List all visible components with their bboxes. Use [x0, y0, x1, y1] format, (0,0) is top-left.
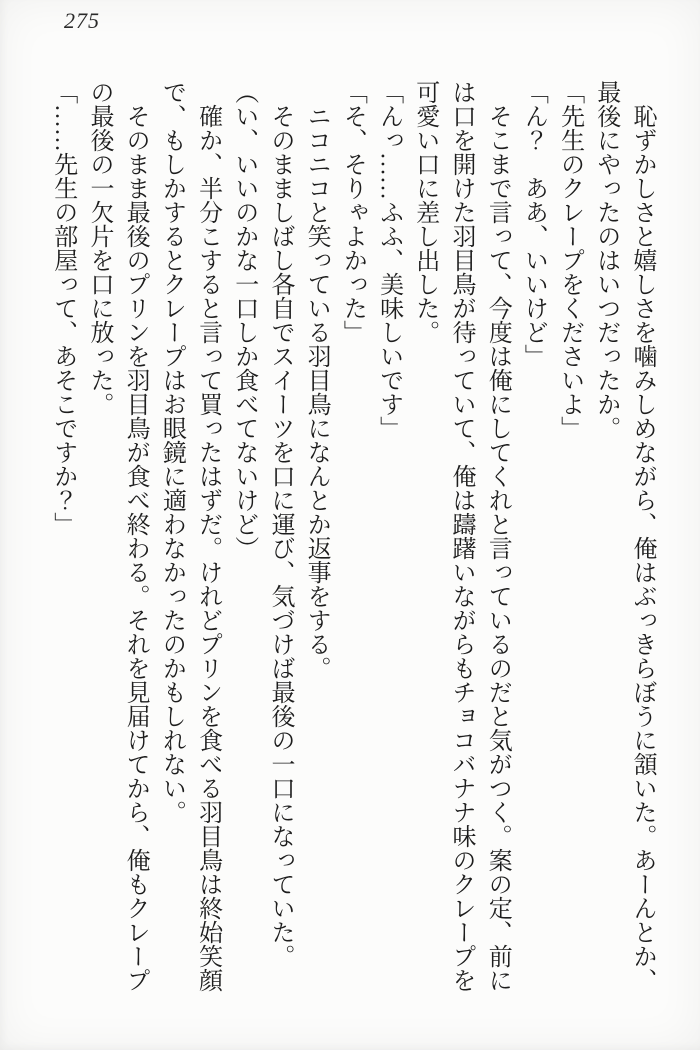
paragraph-4: そこまで言って、今度は俺にしてくれと言っているのだと気がつく。案の定、前には口を開けた羽目鳥が待っていて、俺は躊躇いながらもチョコバナナ味のクレープを可愛い口に差し出した。 [411, 80, 511, 992]
paragraph-5: 「んっ……ふふ、美味しいです」 [375, 80, 402, 440]
paragraph-3: 「ん？ ああ、いいけど」 [520, 80, 547, 368]
paragraph-2: 「先生のクレープをくださいよ」 [556, 80, 583, 440]
paragraph-1: 恥ずかしさと嬉しさを噛みしめながら、俺はぶっきらぼうに頷いた。あーんとか、最後にやったのはいつだったか。 [592, 80, 655, 992]
paragraph-6: 「そ、そりゃよかった」 [339, 80, 366, 344]
paragraph-8: そのまましばし各自でスイーツを口に運び、気づけば最後の一口になっていた。 [266, 104, 293, 968]
page-number: 275 [64, 8, 100, 33]
paragraph-7: ニコニコと笑っている羽目鳥になんとか返事をする。 [303, 104, 330, 680]
paragraph-10: 確か、半分こすると言って買ったはずだ。けれどプリンを食べる羽目鳥は終始笑顔で、もしかするとクレープはお眼鏡に適わなかったのかもしれない。 [158, 80, 221, 992]
paragraph-9: （い、いいのかな一口しか食べてないけど） [230, 80, 257, 560]
paragraph-12: 「……先生の部屋って、あそこですか？」 [49, 80, 76, 536]
paragraph-11: そのまま最後のプリンを羽目鳥が食べ終わる。それを見届けてから、俺もクレープの最後の一欠片を口に放った。 [85, 80, 149, 992]
vertical-text-block [45, 80, 660, 996]
